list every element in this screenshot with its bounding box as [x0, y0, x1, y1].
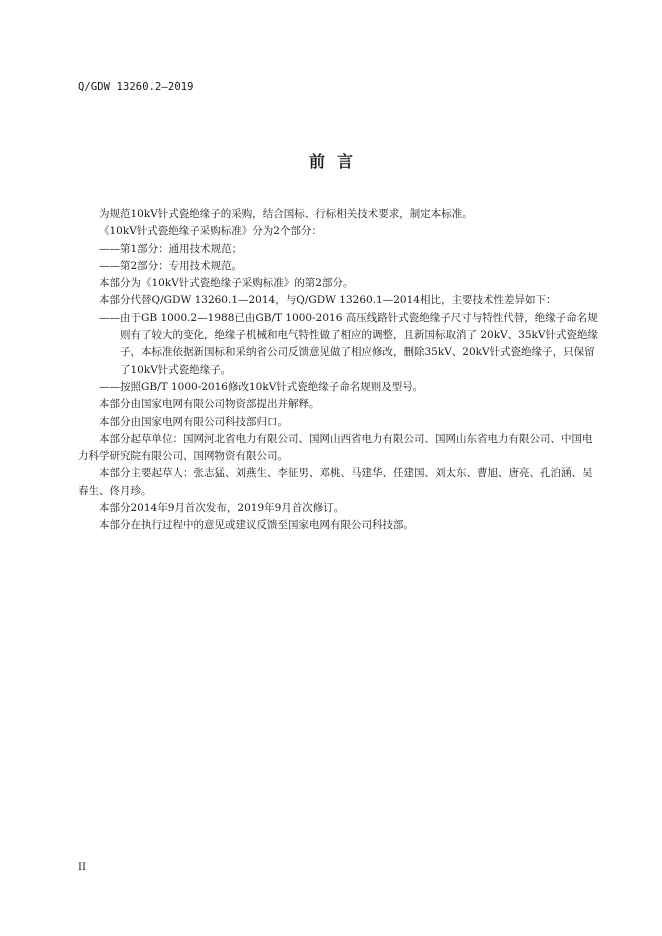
paragraph-this-part: 本部分为《10kV针式瓷绝缘子采购标准》的第2部分。: [99, 277, 354, 290]
page-number: II: [78, 862, 86, 873]
paragraph-drafting-units: 本部分起草单位：国网河北省电力有限公司、国网山西省电力有限公司、国网山东省电力有限公司、中国电力科学研究院有限公司、国网物资有限公司。: [78, 432, 593, 463]
paragraph-purpose: 为规范10kV针式瓷绝缘子的采购，结合国标、行标相关技术要求，制定本标准。: [99, 208, 473, 220]
paragraph-replaces: 本部分代替Q/GDW 13260.1—2014，与Q/GDW 13260.1—2014相比，主要技术性差异如下：: [99, 294, 557, 307]
list-item-part-1: ——第1部分：通用技术规范；: [99, 242, 243, 255]
paragraph-proposed-by: 本部分由国家电网有限公司物资部提出并解释。: [99, 398, 320, 411]
list-item-change-2: ——按照GB/T 1000-2016修改10kV针式瓷绝缘子命名规则及型号。: [99, 380, 424, 393]
list-item-part-2: ——第2部分：专用技术规范。: [99, 259, 243, 272]
document-body: [78, 206, 598, 535]
document-code: Q/GDW 13260.2—2019: [78, 81, 194, 93]
paragraph-drafters: 本部分主要起草人：张志猛、刘燕生、李征男、邓桃、马建华、任建国、刘太东、曹旭、唐亮、孔泊涵、吴春生、佟月珍。: [78, 467, 593, 497]
page-title: 前言: [308, 152, 365, 171]
paragraph-history: 本部分2014年9月首次发布，2019年9月首次修订。: [99, 502, 345, 515]
paragraph-parts-intro: 《10kV针式瓷绝缘子采购标准》分为2个部分：: [99, 225, 322, 238]
list-item-change-1: ——由于GB 1000.2—1988已由GB/T 1000-2016 高压线路针式瓷绝缘子尺寸与特性代替，绝缘子命名规则有了较大的变化，绝缘子机械和电气特性做了相应的调整，且新国标取消了 20kV、35kV针式瓷绝缘子，本标准依据新国标和采纳省公司反馈意见做了相应修改，删除35kV、20kV针式瓷绝缘子，只保留了10kV针式瓷绝缘子。: [99, 311, 598, 376]
paragraph-feedback: 本部分在执行过程中的意见或建议反馈至国家电网有限公司科技部。: [99, 519, 414, 532]
paragraph-managed-by: 本部分由国家电网有限公司科技部归口。: [99, 415, 288, 428]
